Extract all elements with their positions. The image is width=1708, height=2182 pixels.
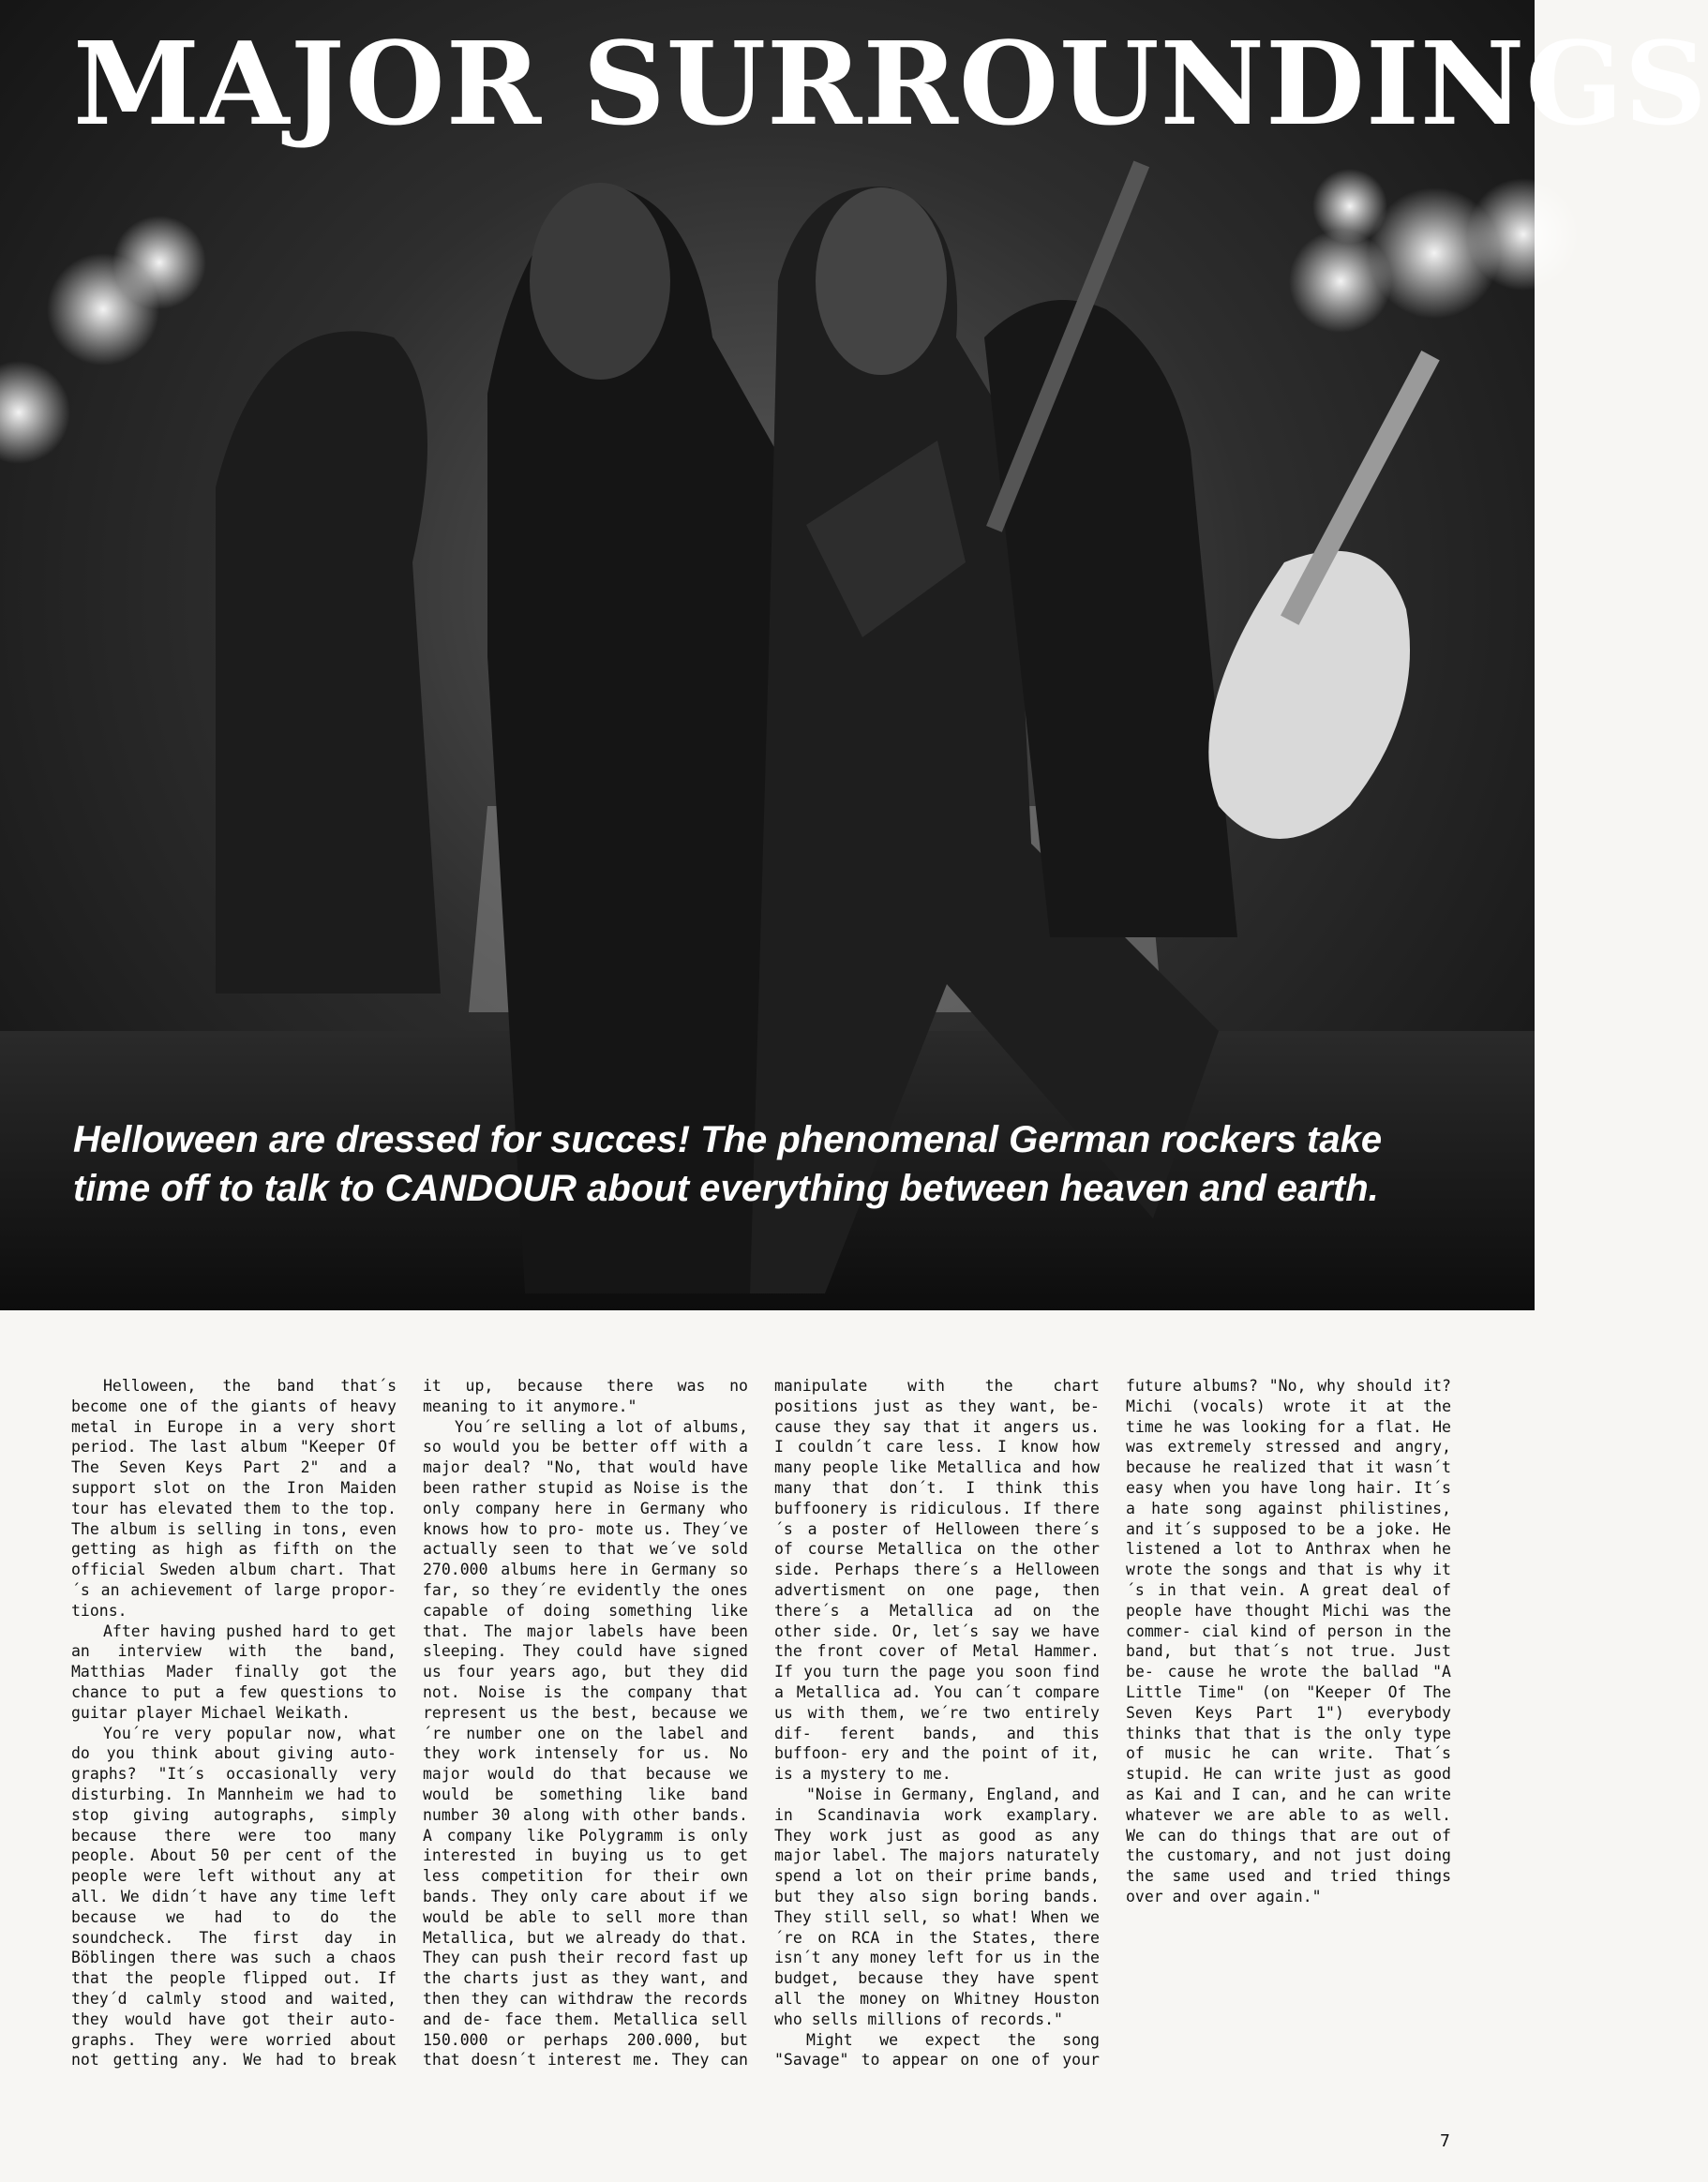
article-paragraph: "Noise in Germany, England, and in Scandinavia work examplary. They work just as good as any major label. The majors naturately spend a lot on their prime bands, but they also sign boring bands. They still sell, so what! When we´re on RCA in the States, there isn´t any money left for us in the budget, because they have spent all the money on Whitney Houston who sells millions of records."	[774, 1785, 1100, 2028]
page-number: 7	[1440, 2131, 1450, 2151]
article-body	[71, 1376, 1451, 2088]
article-paragraph: Helloween, the band that´s become one of the giants of heavy metal in Europe in a very short period. The last album "Keeper Of The Seven Keys Part 2" and a support slot on the Iron Maiden tour has elevated them to the top. The album is selling in tons, even getting as high as fifth on the official Sweden album chart. That´s an achievement of large propor- tions.	[71, 1377, 397, 1620]
article-paragraph: You´re selling a lot of albums, so would you be better off with a major deal? "No, that would have been rather stupid as Noise is the only company here in Germany who knows how to pro- mote us. They´ve actually seen to that we´ve sold 270.000 albums here in Germany so far, so they´re evidently the ones capable of doing something like that. The major labels have been sleeping. They could have signed us four years ago, but they did not. Noise is the company that represent us the best, because we´re number one on the label and they work intensely for us. No major would do that because we would be something like band number 30 along with other bands. A company like Polygramm is only interested in buying us to get less competition for their own bands. They only care about if we would be able to sell more than Metallica, but we already do that. They can push their record fast up the charts just as they want, and then they can withdraw the records and de- face them. Metallica sell 150.000 or perhaps 200.000, but that doesn´t interest me. They can manipulate with the chart positions just as they want, be- cause they say that it angers us. I couldn´t care less. I know how many people like Metallica and how many that don´t. I think this buffoonery is ridiculous. If there´s a poster of Helloween there´s of course Metallica on the other side. Perhaps there´s a Helloween advertisment on one page, then there´s a Metallica ad on the other side. Or, let´s say we have the front cover of Metal Hammer. If you turn the page you soon find a Metallica ad. You can´t compare us with them, we´re two entirely dif- ferent bands, and this buffoon- ery and the point of it, is a mystery to me.	[423, 1377, 1100, 2070]
article-paragraph: After having pushed hard to get an interview with the band, Matthias Mader finally got the chance to put a few questions to guitar player Michael Weikath.	[71, 1622, 397, 1722]
standfirst: Helloween are dressed for succes! The phenomenal German rockers take time off to talk to CANDOUR about everything between heaven and earth.	[73, 1119, 1383, 1209]
article-paragraph: Might we expect the song "Savage" to appear on one of your future albums? "No, why should it? Michi (vocals) wrote it at the time he was looking for a flat. He was extremely stressed and angry, because he realized that it wasn´t easy when you have long hair. It´s a hate song against philistines, and it´s supposed to be a joke. He listened a lot to Anthrax when he wrote the songs and that is why it´s in that vein. A great deal of people have thought Michi was the commer- cial kind of person in the band, but that´s not true. Just be- cause he wrote the ballad "A Little Time" (on "Keeper Of The Seven Keys Part 1") everybody thinks that that is the only type of music he can write. That´s stupid. He can write just as good as Kai and I can, and he can write whatever we are able to as well. We can do things that are out of the customary, and not just doing the same used and tried things over and over again."	[774, 1377, 1451, 2070]
article-paragraph: You´re very popular now, what do you think about giving auto- graphs? "It´s occasionally very disturbing. In Mannheim we had to stop giving autographs, simply because there were too many people. About 50 per cent of the people were left without any at all. We didn´t have any time left because we had to do the soundcheck. The first day in Böblingen there was such a chaos that the people flipped out. If they´d calmly stood and waited, they would have got their auto- graphs. They were worried about not getting any. We had to break it up, because there was no meaning to it anymore."	[71, 1377, 748, 2070]
headline: MAJOR SURROUNDINGS	[73, 16, 1708, 151]
